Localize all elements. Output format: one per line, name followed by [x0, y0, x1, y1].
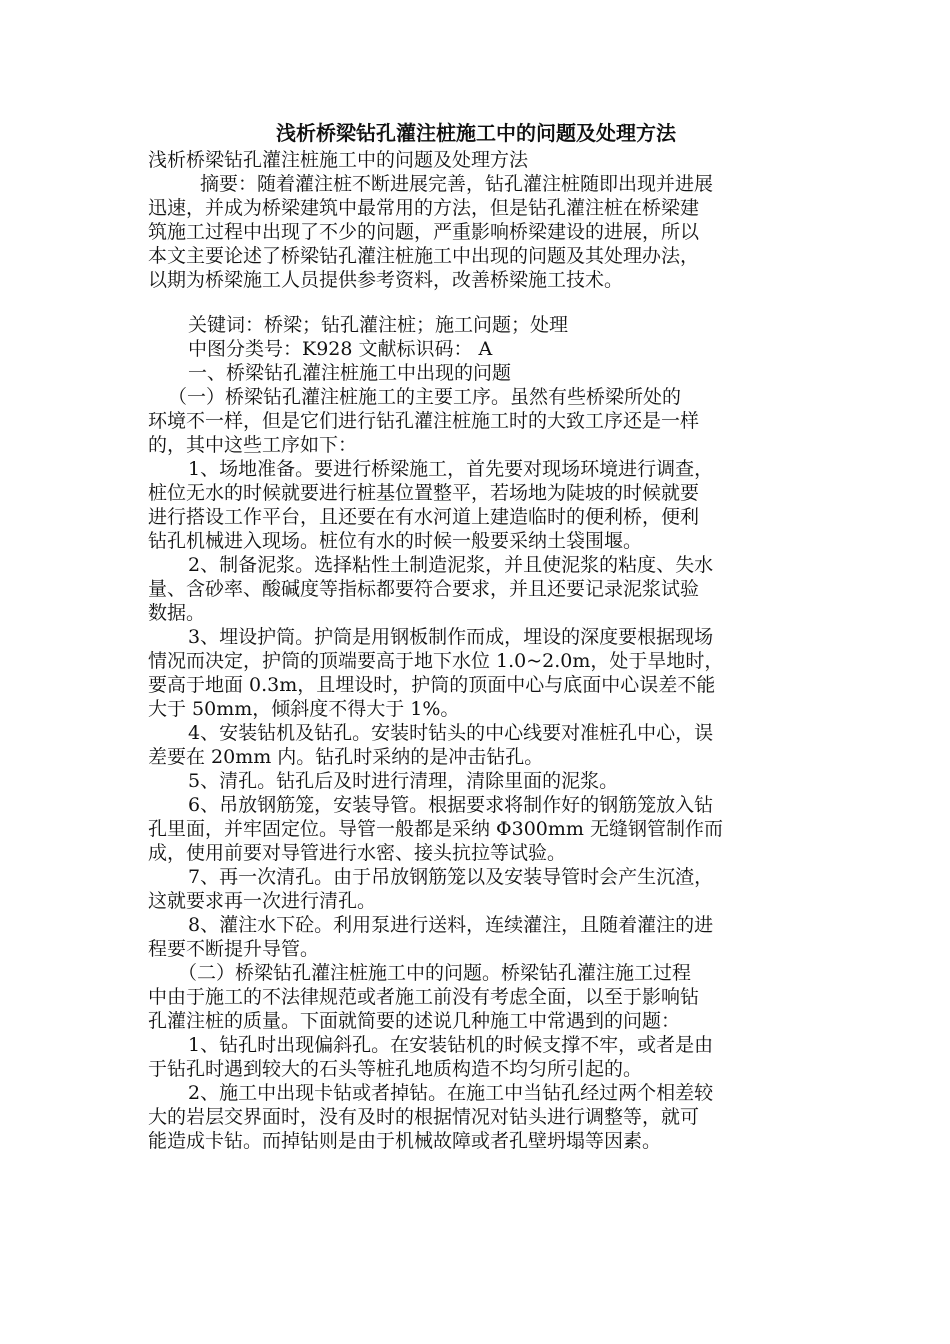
abstract-line: 筑施工过程中出现了不少的问题，严重影响桥梁建设的进展，所以 [148, 221, 700, 243]
body-paragraph [148, 457, 804, 553]
paragraph-line: （一）桥梁钻孔灌注桩施工的主要工序。虽然有些桥梁所处的 [168, 386, 682, 408]
document-title: 浅析桥梁钻孔灌注桩施工中的问题及处理方法 [276, 121, 676, 145]
paragraph-line: 情况而决定，护筒的顶端要高于地下水位 1.0~2.0m，处于旱地时， [148, 650, 724, 672]
paragraph-line: 大于 50mm，倾斜度不得大于 1%。 [148, 698, 460, 720]
paragraph-line: 6、吊放钢筋笼，安装导管。根据要求将制作好的钢筋笼放入钻 [188, 794, 714, 816]
classification-line: 中图分类号：K928 文献标识码： A [188, 338, 493, 360]
paragraph-line: 量、含砂率、酸碱度等指标都要符合要求，并且还要记录泥浆试验 [148, 578, 700, 600]
body-paragraph [148, 865, 804, 913]
abstract-line: 摘要：随着灌注桩不断进展完善，钻孔灌注桩随即出现并进展 [200, 173, 714, 195]
paragraph-line: 于钻孔时遇到较大的石头等桩孔地质构造不均匀所引起的。 [148, 1058, 643, 1080]
body-paragraph [148, 625, 804, 721]
abstract-paragraph [148, 172, 804, 292]
paragraph-line: 程要不断提升导管。 [148, 938, 320, 960]
abstract-line: 以期为桥梁施工人员提供参考资料，改善桥梁施工技术。 [148, 269, 624, 291]
body-paragraph [148, 1081, 804, 1153]
paragraph-line: 中由于施工的不法律规范或者施工前没有考虑全面，以至于影响钻 [148, 986, 700, 1008]
paragraph-line: （二）桥梁钻孔灌注桩施工中的问题。桥梁钻孔灌注施工过程 [178, 962, 692, 984]
paragraph-line: 1、钻孔时出现偏斜孔。在安装钻机的时候支撑不牢，或者是由 [188, 1034, 714, 1056]
body-paragraph [148, 385, 804, 457]
body-paragraph [148, 769, 804, 793]
paragraph-line: 的，其中这些工序如下： [148, 434, 358, 456]
body-paragraph [148, 553, 804, 625]
paragraph-line: 4、安装钻机及钻孔。安装时钻头的中心线要对准桩孔中心，误 [188, 722, 714, 744]
paragraph-line: 1、场地准备。要进行桥梁施工，首先要对现场环境进行调查， [188, 458, 714, 480]
paragraph-line: 差要在 20mm 内。钻孔时采纳的是冲击钻孔。 [148, 746, 544, 768]
paragraph-line: 孔里面，并牢固定位。导管一般都是采纳 Φ300mm 无缝钢管制作而 [148, 818, 723, 840]
paragraph-line: 2、施工中出现卡钻或者掉钻。在施工中当钻孔经过两个相差较 [188, 1082, 714, 1104]
paragraph-line: 5、清孔。钻孔后及时进行清理，清除里面的泥浆。 [188, 770, 619, 792]
document-subtitle: 浅析桥梁钻孔灌注桩施工中的问题及处理方法 [148, 149, 529, 171]
paragraph-line: 桩位无水的时候就要进行桩基位置整平，若场地为陡坡的时候就要 [148, 482, 700, 504]
paragraph-line: 数据。 [148, 602, 206, 624]
paragraph-line: 成，使用前要对导管进行水密、接头抗拉等试验。 [148, 842, 567, 864]
document-page [148, 118, 804, 1153]
abstract-line: 迅速，并成为桥梁建筑中最常用的方法，但是钻孔灌注桩在桥梁建 [148, 197, 700, 219]
paragraph-line: 7、再一次清孔。由于吊放钢筋笼以及安装导管时会产生沉渣， [188, 866, 714, 888]
body-paragraph [148, 721, 804, 769]
paragraph-line: 钻孔机械进入现场。桩位有水的时候一般要采纳土袋围堰。 [148, 530, 643, 552]
paragraph-line: 能造成卡钻。而掉钻则是由于机械故障或者孔壁坍塌等因素。 [148, 1130, 662, 1152]
body-paragraph [148, 913, 804, 961]
paragraph-line: 2、制备泥浆。选择粘性土制造泥浆，并且使泥浆的粘度、失水 [188, 554, 714, 576]
body-paragraph [148, 793, 804, 865]
paragraph-line: 8、灌注水下砼。利用泵进行送料，连续灌注，且随着灌注的进 [188, 914, 714, 936]
paragraph-line: 孔灌注桩的质量。下面就简要的述说几种施工中常遇到的问题： [148, 1010, 681, 1032]
paragraph-line: 3、埋设护筒。护筒是用钢板制作而成，埋设的深度要根据现场 [188, 626, 714, 648]
body-paragraph [148, 1033, 804, 1081]
paragraph-line: 要高于地面 0.3m，且埋设时，护筒的顶面中心与底面中心误差不能 [148, 674, 716, 696]
keywords-line: 关键词：桥梁；钻孔灌注桩；施工问题；处理 [188, 314, 569, 336]
paragraph-line: 大的岩层交界面时，没有及时的根据情况对钻头进行调整等，就可 [148, 1106, 700, 1128]
body-paragraph [148, 961, 804, 1033]
section-heading: 一、桥梁钻孔灌注桩施工中出现的问题 [188, 362, 512, 384]
paragraph-line: 进行搭设工作平台，且还要在有水河道上建造临时的便利桥，便利 [148, 506, 700, 528]
paragraph-line: 环境不一样，但是它们进行钻孔灌注桩施工时的大致工序还是一样 [148, 410, 700, 432]
abstract-line: 本文主要论述了桥梁钻孔灌注桩施工中出现的问题及其处理办法， [148, 245, 700, 267]
paragraph-line: 这就要求再一次进行清孔。 [148, 890, 377, 912]
